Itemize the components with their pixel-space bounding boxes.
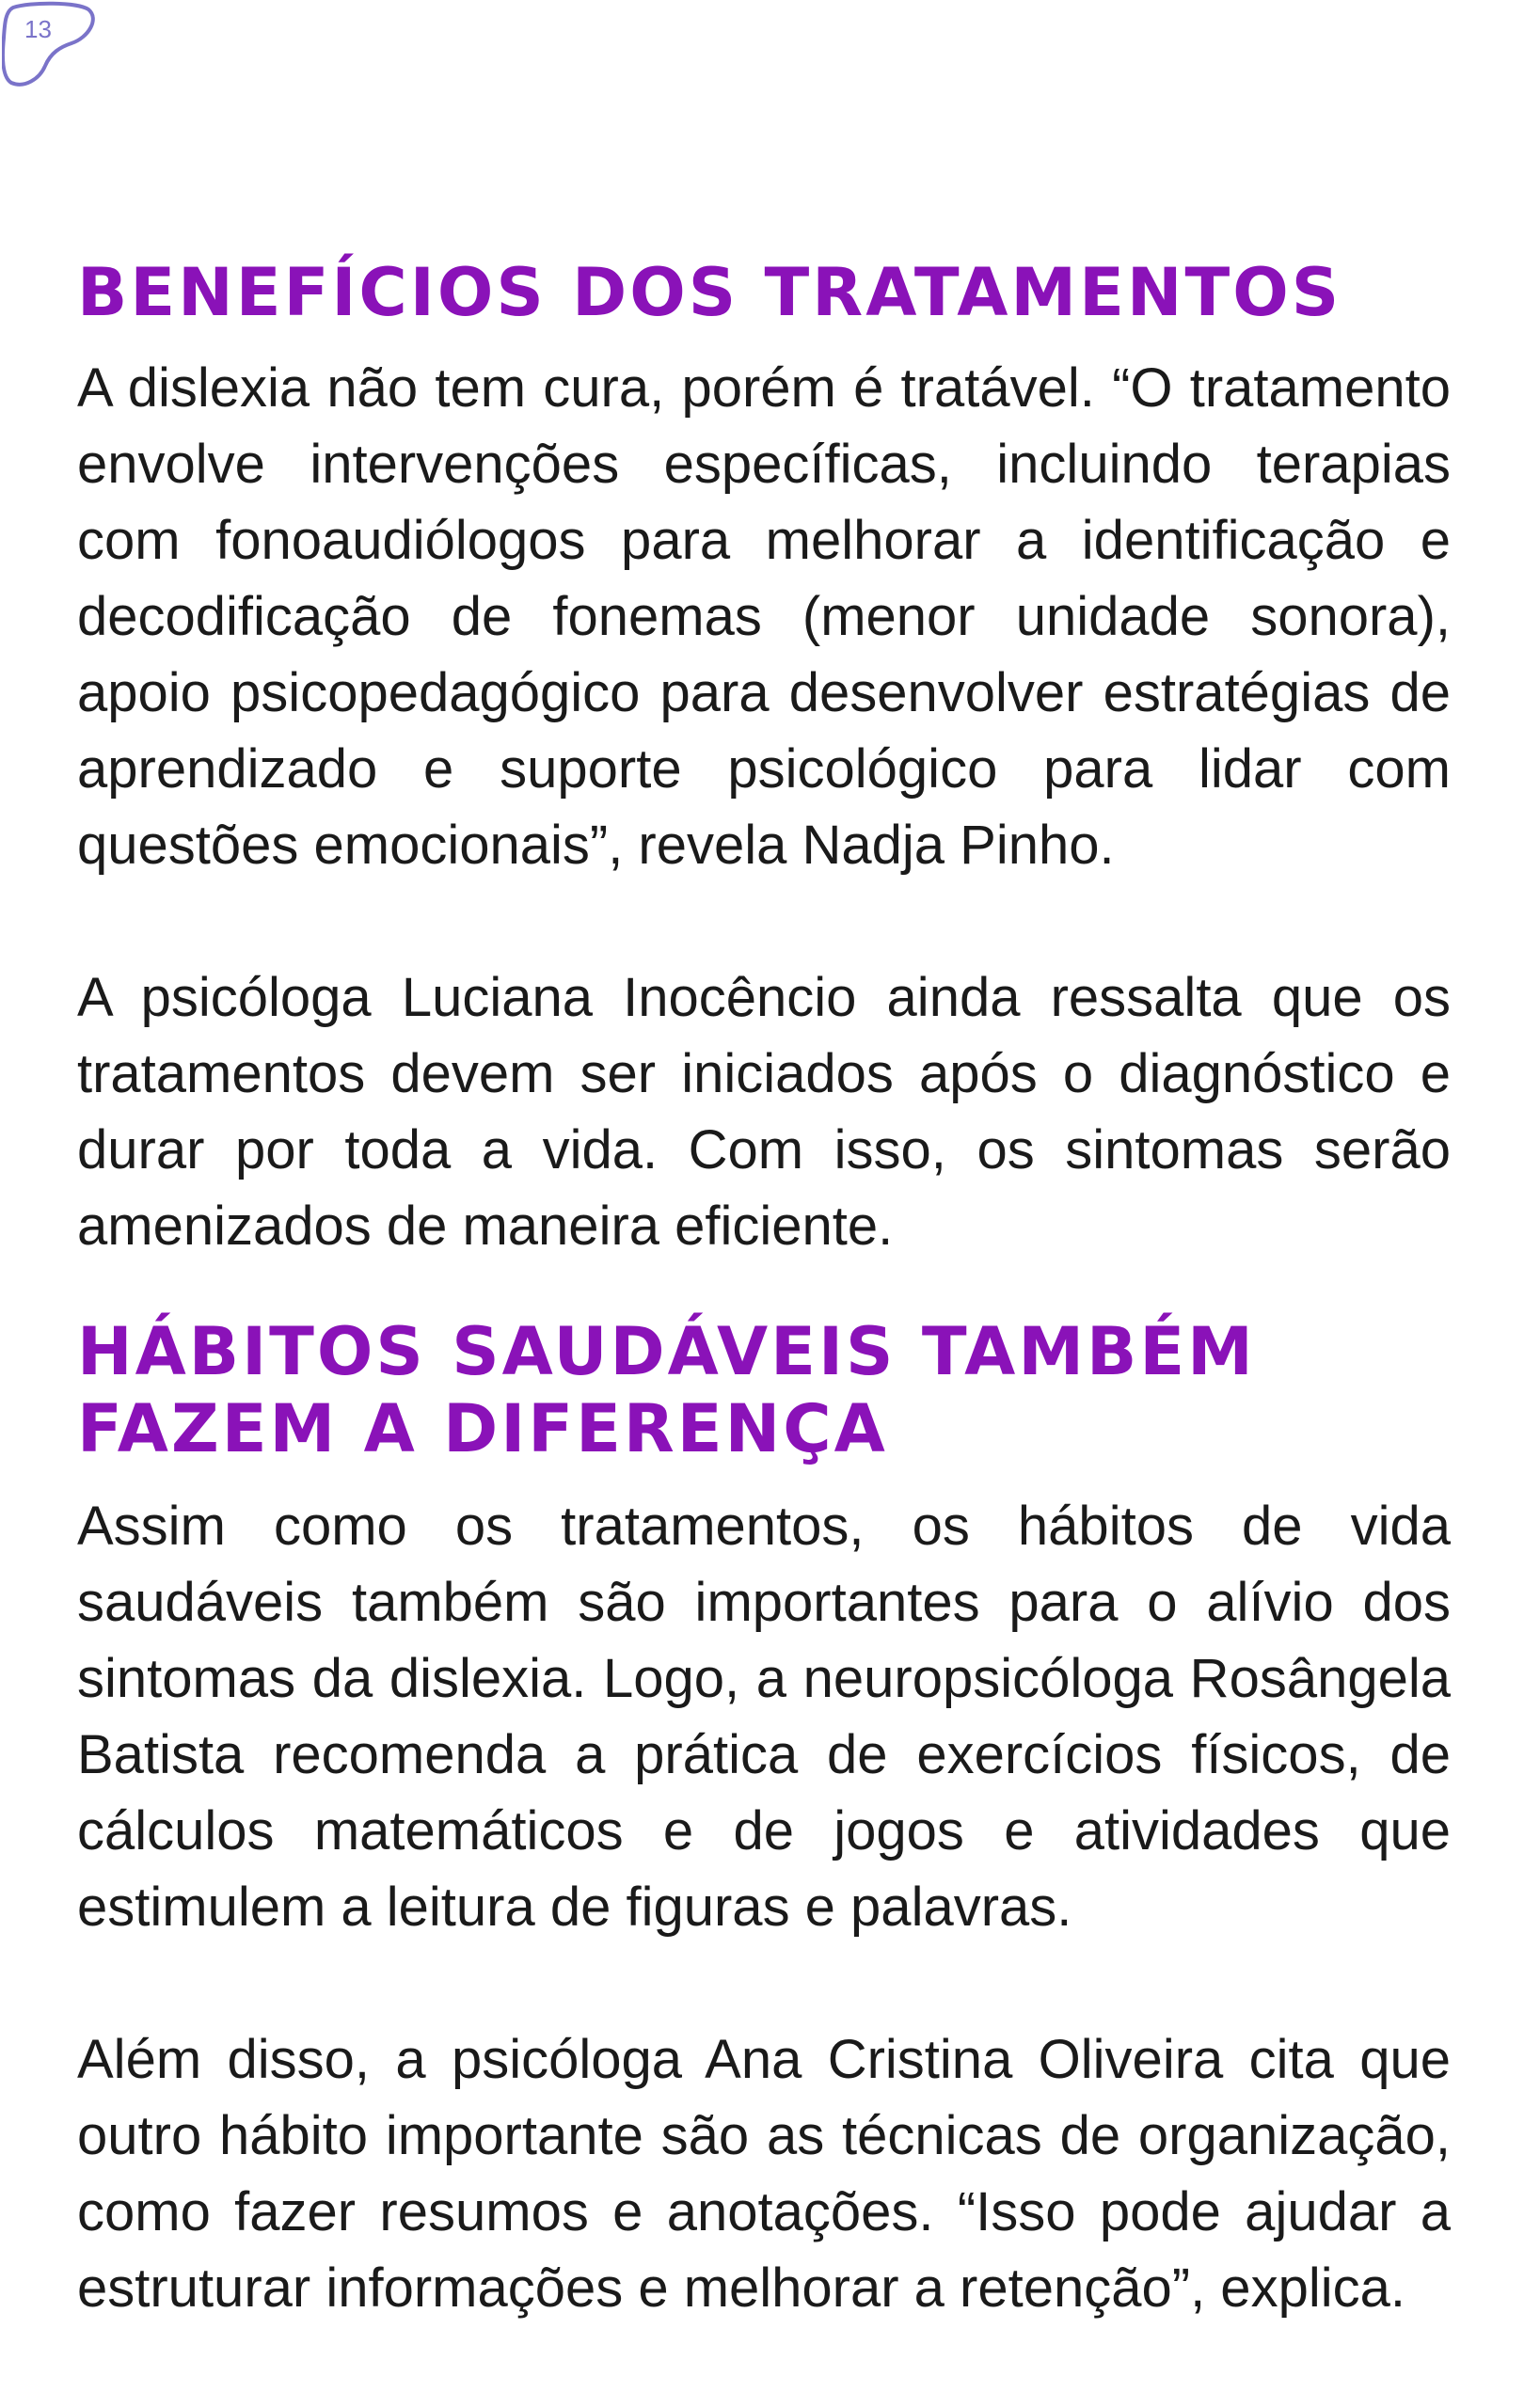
speech-bubble-icon <box>2 0 96 90</box>
section-title-habitos-line2: FAZEM A DIFERENÇA <box>77 1390 888 1467</box>
paragraph-tratamento: A dislexia não tem cura, porém é tratável. “O tratamento envolve intervenções específicas, incluindo terapias com fonoaudiólogos para melhorar a identificação e decodificação de fonemas (menor unidade sonora), apoio psicopedagógico para desenvolver estratégias de aprendizado e suporte psicológico para lidar com questões emocionais”, revela Nadja Pinho. <box>77 357 1451 876</box>
section-title-habitos-line1: HÁBITOS SAUDÁVEIS TAMBÉM <box>77 1313 1256 1390</box>
article-content <box>77 254 1451 2326</box>
paragraph-ana-cristina: Além disso, a psicóloga Ana Cristina Oliveira cita que outro hábito importante são as técnicas de organização, como fazer resumos e anotações. “Isso pode ajudar a estruturar informações e melhorar a retenção”, explica. <box>77 2029 1451 2319</box>
paragraph-habitos: Assim como os tratamentos, os hábitos de vida saudáveis também são importantes para o alívio dos sintomas da dislexia. Logo, a neuropsicóloga Rosângela Batista recomenda a prática de exercícios físicos, de cálculos matemáticos e de jogos e atividades que estimulem a leitura de figuras e palavras. <box>77 1496 1451 1938</box>
page-number: 13 <box>24 15 52 43</box>
section-title-beneficios: BENEFÍCIOS DOS TRATAMENTOS <box>77 254 1342 331</box>
paragraph-luciana: A psicóloga Luciana Inocêncio ainda ressalta que os tratamentos devem ser iniciados após o diagnóstico e durar por toda a vida. Com isso, os sintomas serão amenizados de maneira eficiente. <box>77 967 1451 1257</box>
page-number-badge <box>2 0 96 90</box>
section-title-habitos <box>77 1313 1451 1467</box>
